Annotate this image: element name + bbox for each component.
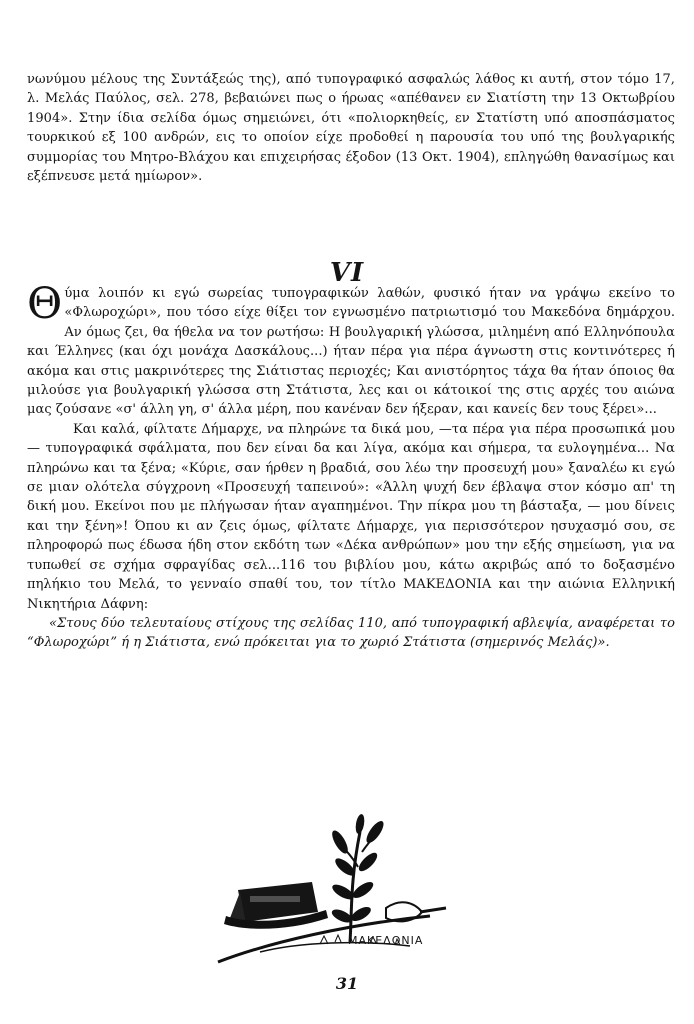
section-quote: «Στους δύο τελευταίους στίχους της σελίδας 110, από τυπογραφική αβλεψία, αναφέρεται το “Φλωροχώρι” ή η Σιάτιστα, ενώ πρόκειται για το χωριό Στάτιστα (σημερινός Μελάς)». <box>27 615 675 651</box>
section-paragraph-2: Και καλά, φίλτατε Δήμαρχε, να πληρώνε τα δικά μου, —τα πέρα για πέρα προσωπικά μου— τυπογραφικά σφάλματα, που δεν είναι δα και λίγα, ακόμα και σήμερα, τα ευλογημένα... Να πληρώνω και τα ξένα; «Κύριε, σαν ήρθεν η βραδιά, σου λέω την προσευχή μου» ξαναλέω κι εγώ σε μιαν ολότελα σύγχρονη «Προσευχή ταπεινού»: «Άλλη ψυχή δεν έβλαψα στον κόσμο απ' τη δική μου. Εκείνοι που με πλήγωσαν ήταν αγαπημένοι. Την πίκρα μου τη βάσταξα, — μου δίνεις και την ξένη»! Όπου κι αν ζεις όμως, φίλτατε Δήμαρχε, για περισσότερον ησυχασμό σου, σε πληροφορώ πως έδωσα ήδη στον εκδότη των «Δέκα ανθρώπων» μου την εξής σημείωση, για να τυπωθεί σε σχήμα σφραγίδας σελ...116 του βιβλίου μου, κάτω ακριβώς από το δοξασμένο πηλήκιο του Μελά, το γενναίο σπαθί του, τον τίτλο ΜΑΚΕΔΟΝΙΑ και την αιώνια Ελληνική Νικητήρια Δάφνη: <box>27 421 675 612</box>
top-paragraph-block <box>27 70 675 186</box>
illustration-drawing <box>200 812 470 972</box>
illustration-caption: ΜΑΚΕΔΟΝΙΑ <box>348 934 424 947</box>
top-paragraph: νωνύμου μέλους της Συντάξεώς της), από τυπογραφικό ασφαλώς λάθος κι αυτή, στον τόμο 17, λ. Μελάς Παύλος, σελ. 278, βεβαιώνει πως ο ήρωας «απέθανεν εν Σιατίστη την 13 Οκτωβρίου 1904». Στην ίδια σελίδα όμως σημειώνει, ότι «πολιορκηθείς, εν Στατίστη υπό αποσπάσματος τουρκικού εξ 100 ανδρών, εις το οποίον είχε προδοθεί η παρουσία του υπό της βουλγαρικής συμμορίας του Μητρο-Βλάχου και επιχειρήσας έξοδον (13 Οκτ. 1904), επληγώθη θανασίμως και εξέπνευσε μετά ημίωρον». <box>27 72 675 185</box>
section-paragraph-1 <box>27 279 675 420</box>
section-heading: VI <box>329 258 365 288</box>
section-paragraph-1-text: ύμα λοιπόν κι εγώ σωρείας τυπογραφικών λαθών, φυσικό ήταν να γράψω εκείνο το «Φλωροχώρι», που τόσο είχε θίξει τον εγνωσμένο πατριωτισμό του Μακεδόνα δημάρχου. Αν όμως ζει, θα ήθελα να τον ρωτήσω: Η βουλγαρική γλώσσα, μιλημένη από Ελληνόπουλα και Έλληνες (και όχι μονάχα Δασκάλους...) ήταν πέρα για πέρα άγνωστη στις κοντινότερες ή ακόμα και στις μακρινότερες της Σιάτιστας περιοχές; Και ανιστόρητος τάχα θα ήταν όποιος θα μιλούσε για βουλγαρική γλώσσα στη Στάτιστα, λες και οι κάτοικοί της στις αρχές του αιώνα μας ζούσανε «σ' άλλη γη, σ' άλλα μέρη, που κανέναν δεν ήξεραν, και κανείς δεν τους ξέρει»... <box>27 286 675 418</box>
cap-sword-laurel-illustration <box>200 812 470 972</box>
section-body <box>27 279 675 653</box>
drop-cap: Θ <box>27 279 63 329</box>
page-number: 31 <box>335 974 359 993</box>
